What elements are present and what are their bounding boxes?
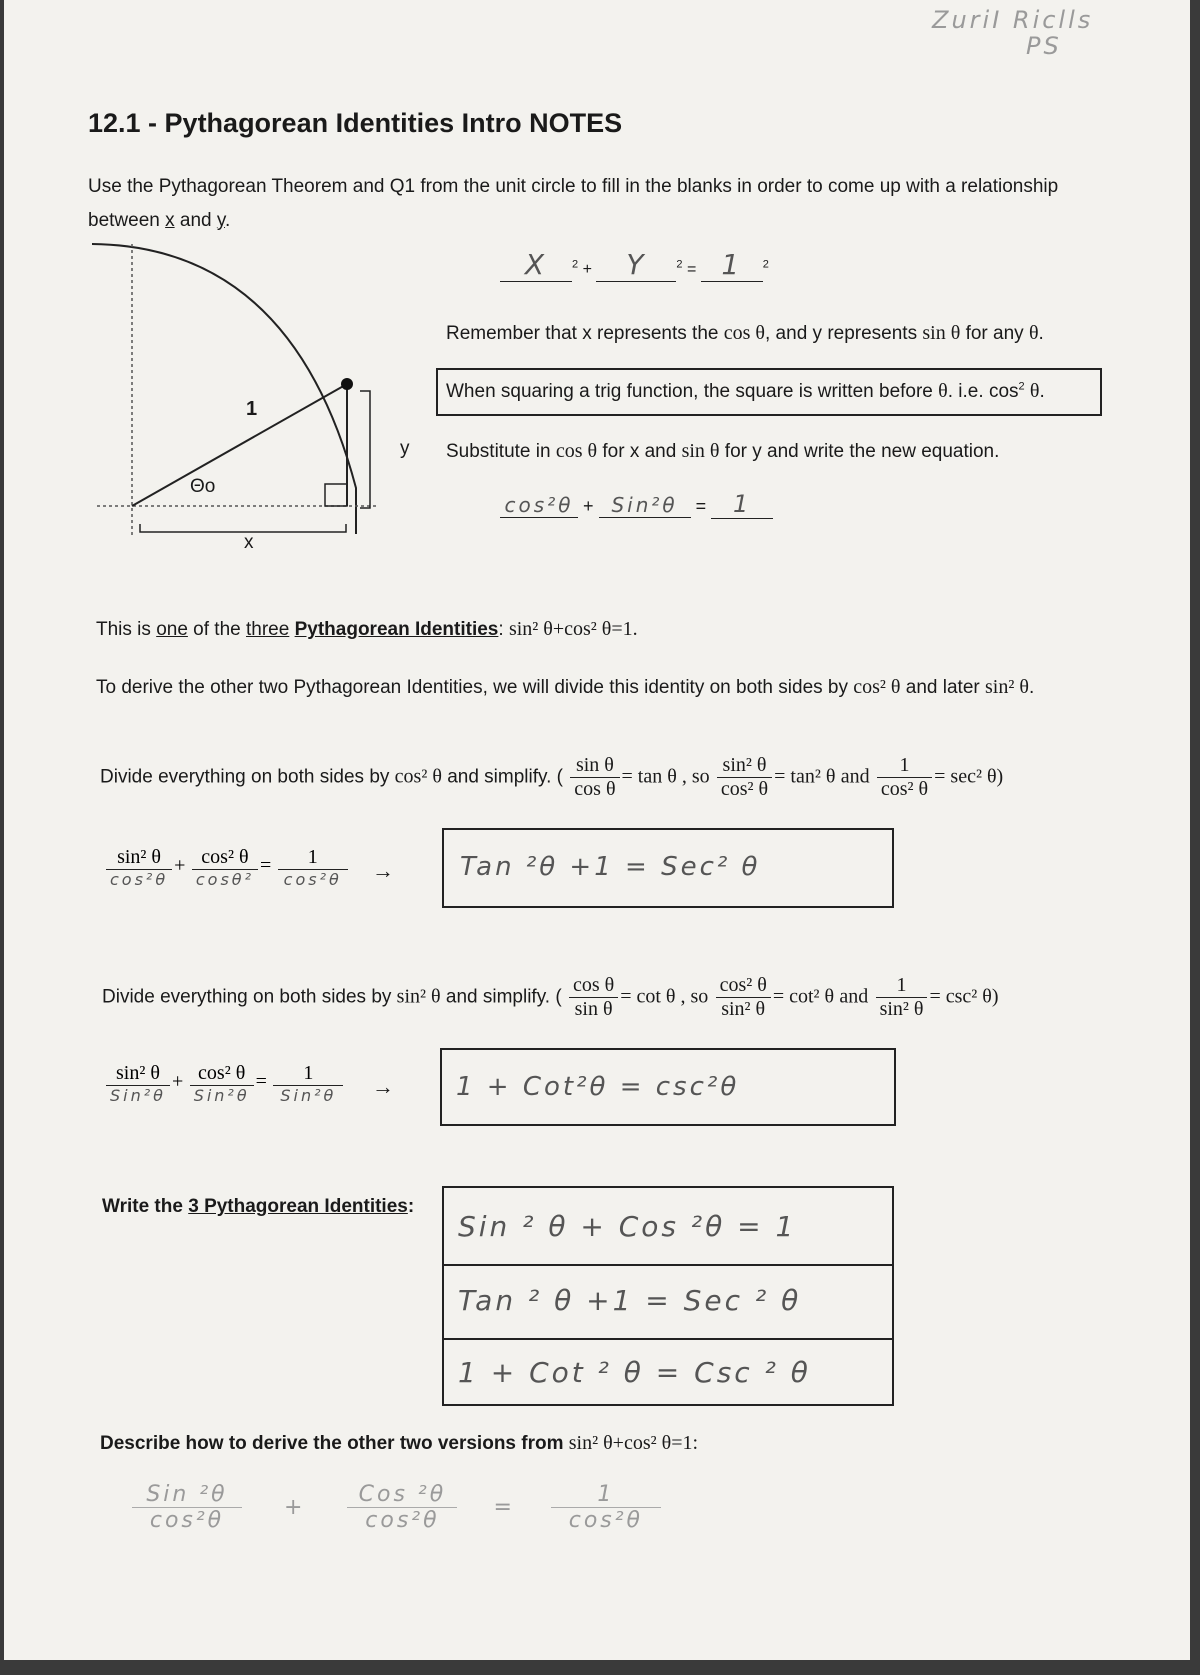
identity-line — [96, 618, 638, 641]
frac-num: 1 — [876, 974, 928, 998]
frac-num: sin² θ — [717, 754, 772, 778]
three-label-c: : — [407, 1196, 415, 1217]
work-sin-frac-2 — [190, 1062, 254, 1105]
identity-one: one — [156, 619, 188, 640]
describe-line — [100, 1432, 698, 1455]
divide-by-cos-line — [100, 754, 1003, 801]
cot2-result: = cot² θ — [772, 985, 835, 1008]
identity-three: three — [246, 619, 290, 640]
divide-cos-and: and — [840, 765, 870, 788]
three-identities-table — [442, 1186, 894, 1406]
fraction-sin2-over-cos2 — [717, 754, 772, 801]
identity-b: of the — [187, 619, 246, 640]
frac-den: cos²θ — [110, 870, 169, 889]
sin-answer-text: 1 + Cot²θ = csc²θ — [456, 1072, 740, 1102]
substitute-sin: sin θ — [681, 440, 720, 462]
frac-den: cos² θ — [720, 778, 769, 800]
intro-prefix: between — [88, 210, 166, 231]
intro-x: x — [165, 210, 175, 231]
period-scrawl: PS — [1026, 32, 1062, 60]
divide-cos-b: and simplify. ( — [441, 766, 563, 788]
student-name-scrawl: ZuriI Riclls — [932, 6, 1094, 34]
divide-by-sin-line — [102, 974, 999, 1021]
frac-num: cos² θ — [190, 1062, 254, 1086]
work-cos-frac-2 — [192, 846, 258, 889]
tan-result: = tan θ , so — [621, 765, 710, 788]
describe-equation: sin² θ+cos² θ=1: — [568, 1432, 699, 1454]
frac-den: sin θ — [574, 998, 613, 1020]
identity-pythagorean: Pythagorean Identities — [294, 619, 499, 640]
note-b: . i.e. — [947, 381, 989, 402]
work-sin-plus: + — [171, 1070, 184, 1093]
y-bracket — [360, 391, 370, 508]
fraction-cos2-over-sin2 — [716, 974, 771, 1021]
blank-y: Y — [596, 248, 676, 282]
intro-line-2 — [88, 210, 230, 232]
y-side-label: y — [400, 438, 410, 459]
three-identities-label — [102, 1196, 414, 1218]
frac-den: cos²θ — [365, 1508, 440, 1533]
eq2-plus: + — [583, 496, 594, 516]
fraction-sin-over-cos — [570, 754, 619, 801]
substitute-b: for x and — [597, 441, 682, 462]
frac-den: cos²θ — [568, 1508, 644, 1533]
blank-sin-squared: Sin²θ — [599, 493, 691, 518]
frac-num: cos² θ — [716, 974, 771, 998]
blank-x: X — [500, 248, 572, 282]
remember-sin: sin θ — [922, 322, 961, 344]
identity-row-1: Sin ² θ + Cos ²θ = 1 — [458, 1210, 797, 1243]
identity-colon: : — [498, 619, 509, 640]
divide-sin-text: Divide everything on both sides by — [102, 986, 397, 1008]
exp-y: 2 — [676, 258, 683, 271]
note-theta: θ — [938, 380, 948, 402]
work-cos-frac-3 — [278, 846, 348, 889]
eq1-plus: + — [582, 261, 592, 278]
fraction-1-over-cos2 — [877, 754, 932, 801]
frac-den: sin² θ — [879, 998, 924, 1020]
angle-label: Θo — [190, 476, 216, 497]
identity-row-3: 1 + Cot ² θ = Csc ² θ — [458, 1356, 811, 1389]
frac-num: 1 — [278, 846, 348, 870]
derive-line — [96, 676, 1034, 699]
x-side-label: x — [244, 532, 254, 553]
fraction-1-over-sin2 — [876, 974, 928, 1021]
intro-y: y — [216, 210, 225, 231]
remember-cos: cos θ — [723, 322, 765, 344]
unit-circle-diagram — [92, 236, 392, 556]
substitute-a: Substitute in — [446, 441, 556, 462]
note-theta2: θ — [1029, 380, 1040, 402]
work-sin-equals: = — [255, 1070, 267, 1093]
work-sin-frac-1 — [106, 1062, 170, 1105]
sin-work-arrow: → — [372, 1074, 394, 1099]
pencil-frac-2 — [347, 1482, 457, 1533]
worksheet-page — [4, 0, 1190, 1660]
frac-den: Sin²θ — [110, 1086, 166, 1105]
identity-a: This is — [96, 619, 157, 640]
identity-row-2: Tan ² θ +1 = Sec ² θ — [458, 1284, 802, 1317]
page-title: 12.1 - Pythagorean Identities Intro NOTES — [88, 108, 623, 138]
table-divider-2 — [444, 1338, 892, 1340]
frac-den: cos θ — [574, 778, 616, 800]
hypotenuse — [132, 384, 347, 506]
frac-den: cos²θ — [149, 1508, 225, 1533]
pencil-plus: + — [284, 1494, 306, 1520]
substitute-cos: cos θ — [555, 440, 598, 462]
three-label-a: Write the — [102, 1196, 189, 1217]
frac-den: cos²θ — [283, 870, 342, 889]
frac-num: Sin ²θ — [132, 1482, 242, 1508]
right-angle-mark — [325, 484, 347, 506]
cot-result: = cot θ , so — [620, 985, 709, 1008]
hypotenuse-label: 1 — [246, 398, 258, 420]
blank-r: 1 — [701, 248, 763, 282]
note-a: When squaring a trig function, the square is written before — [446, 381, 939, 402]
exp-x: 2 — [572, 258, 579, 271]
pythagorean-equation — [500, 248, 769, 282]
remember-a: Remember that x represents the — [446, 323, 724, 344]
note-c: . — [1039, 381, 1045, 402]
note-exp: 2 — [1018, 380, 1025, 393]
sin-division-work — [104, 1062, 345, 1105]
frac-num: sin θ — [570, 754, 619, 778]
pencil-frac-3 — [551, 1482, 661, 1533]
eq2-equals: = — [695, 496, 707, 516]
divide-sin-and: and — [839, 985, 869, 1008]
work-sin-frac-3 — [273, 1062, 343, 1105]
frac-num: sin² θ — [106, 1062, 170, 1086]
cos-work-arrow: → — [372, 858, 394, 883]
describe-text: Describe how to derive the other two versions from — [100, 1433, 569, 1454]
frac-num: 1 — [273, 1062, 343, 1086]
pencil-frac-1 — [132, 1482, 242, 1533]
describe-pencil-work — [130, 1482, 663, 1533]
frac-num: 1 — [551, 1482, 661, 1508]
frac-num: sin² θ — [106, 846, 172, 870]
fraction-cos-over-sin — [569, 974, 618, 1021]
work-cos-equals: = — [259, 854, 272, 877]
intro-and: and — [174, 210, 217, 231]
derive-cos: cos² θ — [853, 676, 901, 698]
substituted-equation — [500, 490, 773, 519]
remember-c: for any — [960, 323, 1029, 344]
three-label-b: 3 Pythagorean Identities — [188, 1196, 408, 1217]
frac-num: cos θ — [569, 974, 618, 998]
identity-equation: sin² θ+cos² θ=1. — [508, 618, 638, 640]
substitute-line — [446, 440, 999, 463]
divide-cos-cos: cos² θ — [394, 765, 442, 788]
sec2-result: = sec² θ) — [934, 765, 1004, 788]
exp-r: 2 — [762, 258, 769, 271]
substitute-c: for y and write the new equation. — [719, 441, 1000, 462]
frac-den: Sin²θ — [280, 1086, 337, 1105]
tan2-result: = tan² θ — [774, 765, 836, 788]
frac-den: cos² θ — [880, 778, 929, 800]
derive-text: To derive the other two Pythagorean Identities, we will divide this identity on both sides by — [96, 677, 854, 698]
remember-theta: θ — [1028, 322, 1039, 344]
frac-num: cos² θ — [192, 846, 258, 870]
table-divider-1 — [444, 1264, 892, 1266]
derive-b: and later — [900, 677, 986, 698]
remember-b: , and y represents — [765, 323, 923, 344]
work-cos-plus: + — [174, 854, 186, 877]
circle-point — [341, 378, 353, 390]
frac-num: Cos ²θ — [347, 1482, 457, 1508]
divide-sin-sin: sin² θ — [396, 985, 441, 1008]
blank-cos-squared: cos²θ — [500, 493, 578, 518]
x-bracket — [140, 524, 346, 532]
blank-one: 1 — [711, 490, 773, 519]
work-cos-frac-1 — [106, 846, 172, 889]
frac-den: sin² θ — [721, 998, 766, 1020]
cos-division-work — [104, 846, 350, 889]
intro-period: . — [224, 210, 231, 231]
frac-den: Sin²θ — [193, 1086, 250, 1105]
csc2-result: = csc² θ) — [929, 985, 999, 1008]
divide-cos-text: Divide everything on both sides by — [100, 766, 395, 788]
divide-sin-b: and simplify. ( — [440, 986, 562, 1008]
eq1-equals: = — [686, 261, 697, 278]
cos-answer-text: Tan ²θ +1 = Sec² θ — [460, 852, 761, 882]
frac-den: cosθ² — [195, 870, 254, 889]
intro-line-1: Use the Pythagorean Theorem and Q1 from the unit circle to fill in the blanks in order to come up with a relationship — [88, 176, 1059, 197]
remember-line — [446, 322, 1044, 345]
derive-c: . — [1028, 677, 1035, 698]
squaring-note-text — [446, 380, 1045, 403]
remember-d: . — [1038, 323, 1044, 344]
note-cos: cos — [988, 381, 1019, 402]
frac-num: 1 — [877, 754, 932, 778]
derive-sin: sin² θ — [985, 676, 1029, 698]
pencil-equals: = — [493, 1494, 515, 1520]
